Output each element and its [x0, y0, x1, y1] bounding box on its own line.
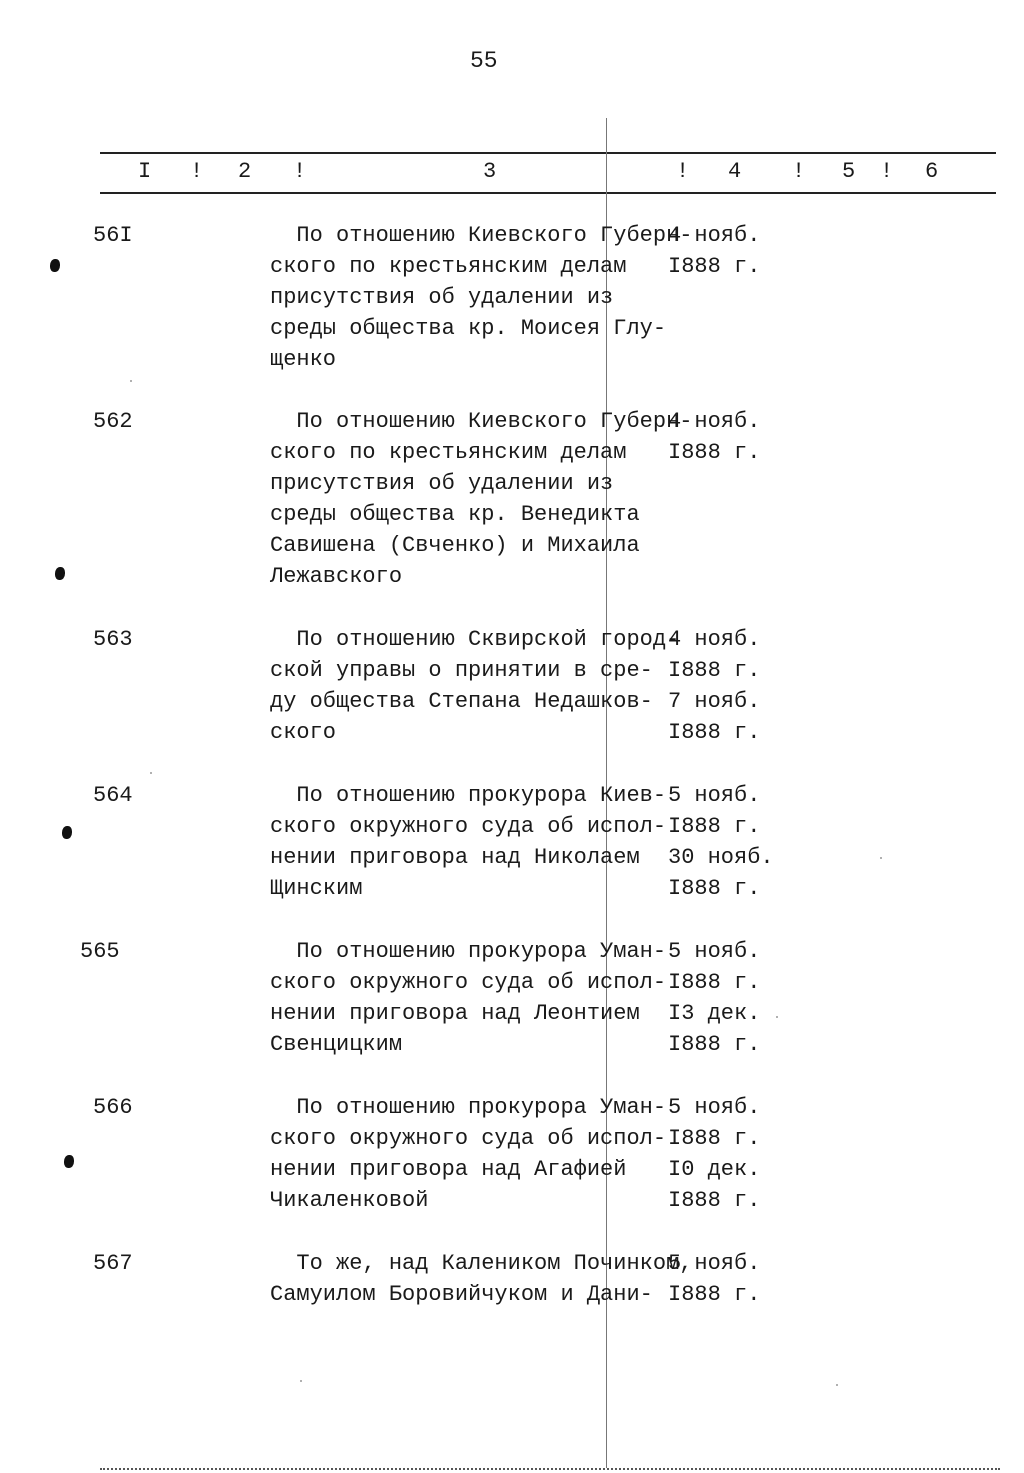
- header-col-1: I: [138, 159, 152, 184]
- date-line: 4 нояб.: [668, 627, 761, 652]
- date-line: I888 г.: [668, 1188, 761, 1213]
- description-line: ской управы о принятии в сре-: [270, 658, 653, 683]
- date-line: I888 г.: [668, 658, 761, 683]
- description-line: По отношению прокурора Киев-: [270, 783, 667, 808]
- scan-speck: [880, 857, 882, 859]
- punch-hole-mark: [62, 826, 72, 839]
- description-line: По отношению Сквирской город-: [270, 627, 680, 652]
- entry-number: 56I: [93, 223, 133, 248]
- table-header-top-rule: [100, 152, 996, 154]
- date-line: I888 г.: [668, 814, 761, 839]
- description-line: ского окружного суда об испол-: [270, 970, 667, 995]
- date-line: I888 г.: [668, 1126, 761, 1151]
- date-line: 7 нояб.: [668, 689, 761, 714]
- date-line: 4 нояб.: [668, 409, 761, 434]
- description-line: То же, над Калеником Починком,: [270, 1251, 693, 1276]
- description-line: Щинским: [270, 876, 363, 901]
- header-col-3: 3: [483, 159, 497, 184]
- header-col-5: 5: [842, 159, 856, 184]
- entry-number: 567: [93, 1251, 133, 1276]
- entry-description: [270, 406, 693, 592]
- entry-description: [270, 220, 693, 375]
- description-line: ского: [270, 720, 337, 745]
- description-line: Чикаленковой: [270, 1188, 429, 1213]
- description-line: ского по крестьянским делам: [270, 440, 627, 465]
- date-line: I3 дек.: [668, 1001, 761, 1026]
- entry-dates: [668, 780, 788, 904]
- entry-description: [270, 624, 680, 748]
- header-separator-4: !: [792, 159, 806, 184]
- header-col-2: 2: [238, 159, 252, 184]
- date-line: 4 нояб.: [668, 223, 761, 248]
- entry-dates: [668, 220, 788, 282]
- date-line: 30 нояб.: [668, 845, 774, 870]
- entry-number: 562: [93, 409, 133, 434]
- description-line: Свенцицким: [270, 1032, 403, 1057]
- description-line: По отношению прокурора Уман-: [270, 939, 667, 964]
- header-separator-2: !: [293, 159, 307, 184]
- punch-hole-mark: [64, 1155, 74, 1168]
- table-header-bottom-rule: [100, 192, 996, 194]
- scan-speck: [836, 1384, 838, 1386]
- date-line: 5 нояб.: [668, 1095, 761, 1120]
- description-line: среды общества кр. Венедикта: [270, 502, 640, 527]
- header-col-6: 6: [925, 159, 939, 184]
- description-line: ского окружного суда об испол-: [270, 814, 667, 839]
- header-separator-1: !: [190, 159, 204, 184]
- description-line: присутствия об удалении из: [270, 285, 614, 310]
- entry-number: 565: [80, 939, 120, 964]
- header-separator-5: !: [880, 159, 894, 184]
- date-line: 5 нояб.: [668, 1251, 761, 1276]
- description-line: ского окружного суда об испол-: [270, 1126, 667, 1151]
- scan-speck: [300, 1380, 302, 1382]
- date-line: I0 дек.: [668, 1157, 761, 1182]
- description-line: ду общества Степана Недашков-: [270, 689, 653, 714]
- header-col-4: 4: [728, 159, 742, 184]
- description-line: Лежавского: [270, 564, 403, 589]
- date-line: I888 г.: [668, 970, 761, 995]
- date-line: I888 г.: [668, 876, 761, 901]
- description-line: По отношению Киевского Губерн-: [270, 223, 693, 248]
- punch-hole-mark: [50, 259, 60, 272]
- date-line: 5 нояб.: [668, 783, 761, 808]
- description-line: нении приговора над Леонтием: [270, 1001, 640, 1026]
- description-line: По отношению прокурора Уман-: [270, 1095, 667, 1120]
- date-line: I888 г.: [668, 1282, 761, 1307]
- description-line: ского по крестьянским делам: [270, 254, 627, 279]
- entry-description: [270, 1092, 670, 1216]
- page-bottom-edge: [100, 1468, 1000, 1470]
- date-line: 5 нояб.: [668, 939, 761, 964]
- scan-speck: [150, 772, 152, 774]
- description-line: Савишена (Свченко) и Михаила: [270, 533, 640, 558]
- entry-dates: [668, 1092, 788, 1216]
- punch-hole-mark: [55, 567, 65, 580]
- entry-number: 563: [93, 627, 133, 652]
- date-line: I888 г.: [668, 440, 761, 465]
- description-line: щенко: [270, 347, 337, 372]
- date-line: I888 г.: [668, 1032, 761, 1057]
- entry-dates: [668, 406, 788, 468]
- date-line: I888 г.: [668, 254, 761, 279]
- date-line: I888 г.: [668, 720, 761, 745]
- header-separator-3: !: [676, 159, 690, 184]
- entry-dates: [668, 936, 788, 1060]
- scan-speck: [776, 1016, 778, 1018]
- entry-number: 566: [93, 1095, 133, 1120]
- scan-speck: [130, 380, 132, 382]
- entry-dates: [668, 624, 788, 748]
- description-line: нении приговора над Николаем: [270, 845, 640, 870]
- entry-description: [270, 936, 670, 1060]
- page-number: 55: [470, 48, 498, 74]
- entry-number: 564: [93, 783, 133, 808]
- description-line: По отношению Киевского Губерн-: [270, 409, 693, 434]
- description-line: среды общества кр. Моисея Глу-: [270, 316, 667, 341]
- entry-description: [270, 780, 670, 904]
- entry-description: [270, 1248, 693, 1310]
- description-line: нении приговора над Агафией: [270, 1157, 627, 1182]
- description-line: Самуилом Боровийчуком и Дани-: [270, 1282, 653, 1307]
- description-line: присутствия об удалении из: [270, 471, 614, 496]
- entry-dates: [668, 1248, 788, 1310]
